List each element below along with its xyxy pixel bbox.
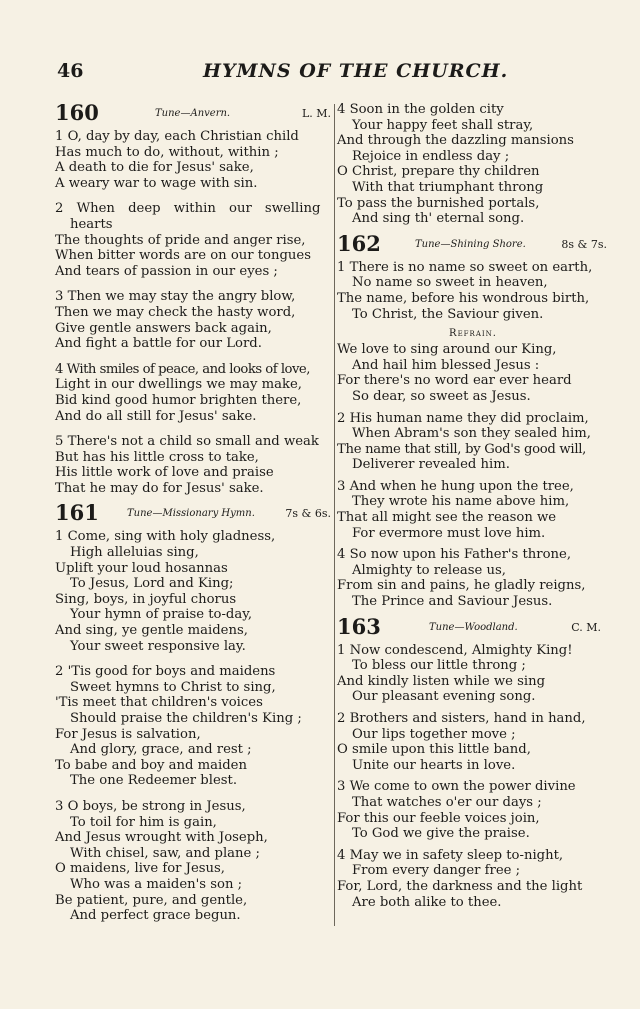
verse-line: 1 There is no name so sweet on earth,	[337, 259, 593, 275]
verse-line: To Christ, the Saviour given.	[352, 306, 544, 322]
hymn-tune: Tune—Missionary Hymn.	[127, 508, 255, 520]
verse-line: Our lips together move ;	[352, 726, 516, 742]
hymn-tune: Tune—Anvern.	[155, 108, 231, 119]
verse-line: Give gentle answers back again,	[55, 320, 272, 336]
verse-line: They wrote his name above him,	[352, 494, 570, 510]
hymn-161-stanza-4	[337, 102, 609, 227]
verse-line: 5 There's not a child so small and weak	[55, 434, 319, 450]
verse-line: And hail him blessed Jesus :	[352, 357, 540, 373]
verse-line: And do all still for Jesus' sake.	[55, 408, 257, 424]
page-number: 46	[57, 60, 84, 82]
column-divider	[334, 104, 335, 926]
verse-line: To God we give the praise.	[352, 826, 530, 842]
verse-line: 3 O boys, be strong in Jesus,	[55, 798, 246, 814]
hymn-number: 161	[55, 500, 99, 526]
verse-line: hearts	[70, 216, 113, 232]
hymn-163-stanza-4	[337, 848, 609, 910]
verse-line: When bitter words are on our tongues	[55, 248, 311, 264]
hymn-162-refrain	[337, 342, 609, 404]
verse-line: But has his little cross to take,	[55, 449, 259, 465]
verse-line: And sing th' eternal song.	[352, 211, 525, 227]
verse-line: 'Tis meet that children's voices	[55, 695, 263, 711]
hymn-160-stanza-2	[55, 201, 333, 279]
verse-line: His little work of love and praise	[55, 465, 274, 481]
verse-line: 1 Now condescend, Almighty King!	[337, 642, 573, 658]
verse-line: O Christ, prepare thy children	[337, 164, 540, 180]
hymn-160-header	[55, 102, 333, 129]
verse-line: Sweet hymns to Christ to sing,	[70, 679, 276, 695]
verse-line: And tears of passion in our eyes ;	[55, 263, 278, 279]
hymn-162-stanza-4	[337, 547, 609, 609]
verse-line: The thoughts of pride and anger rise,	[55, 232, 306, 248]
hymn-160-stanza-3	[55, 289, 333, 351]
verse-line: From sin and pains, he gladly reigns,	[337, 578, 586, 594]
hymn-meter: L. M.	[301, 107, 331, 120]
hymn-160-stanza-4	[55, 362, 333, 424]
verse-line: Has much to do, without, within ;	[55, 144, 279, 160]
verse-line: 4 So now upon his Father's throne,	[337, 547, 572, 563]
hymn-number: 162	[337, 230, 381, 256]
verse-line: Light in our dwellings we may make,	[55, 377, 302, 393]
page-header	[57, 60, 577, 86]
verse-line: 3 Then we may stay the angry blow,	[55, 289, 296, 305]
verse-line: Are both alike to thee.	[352, 894, 502, 910]
hymn-161-header	[55, 502, 333, 529]
hymn-160-stanza-1	[55, 129, 333, 191]
refrain-label: Refrain.	[449, 328, 497, 340]
verse-line: Sing, boys, in joyful chorus	[55, 591, 237, 607]
hymn-162-stanza-3	[337, 479, 609, 541]
hymn-163-stanza-2	[337, 711, 609, 773]
verse-line: Your hymn of praise to-day,	[70, 607, 253, 623]
verse-line: For there's no word ear ever heard	[337, 373, 572, 389]
verse-line: Your sweet responsive lay.	[70, 638, 246, 654]
verse-line: No name so sweet in heaven,	[352, 275, 548, 291]
verse-line: With that triumphant throng	[352, 179, 544, 195]
verse-line: Rejoice in endless day ;	[352, 148, 510, 164]
verse-line: 2 His human name they did proclaim,	[337, 410, 589, 426]
verse-line: 2 'Tis good for boys and maidens	[55, 664, 276, 680]
hymn-meter: C. M.	[571, 620, 601, 634]
verse-line: So dear, so sweet as Jesus.	[352, 388, 531, 404]
verse-line: To Jesus, Lord and King;	[70, 576, 234, 592]
verse-line: 2 When deep within our swelling	[55, 201, 321, 217]
hymn-163-stanza-3	[337, 779, 609, 841]
hymn-162-stanza-1	[337, 260, 609, 322]
verse-line: For Jesus is salvation,	[55, 726, 201, 742]
verse-line: O maidens, live for Jesus,	[55, 861, 225, 877]
verse-line: 3 We come to own the power divine	[337, 779, 576, 795]
verse-line: With chisel, saw, and plane ;	[70, 845, 260, 861]
verse-line: Our pleasant evening song.	[352, 689, 536, 705]
verse-line: That he may do for Jesus' sake.	[55, 480, 264, 496]
left-column	[55, 100, 333, 934]
running-title: HYMNS OF THE CHURCH.	[203, 60, 509, 82]
hymn-160-stanza-5	[55, 434, 333, 496]
hymn-162-header	[337, 230, 609, 260]
verse-line: And glory, grace, and rest ;	[70, 742, 252, 758]
hymn-163-header	[337, 613, 609, 643]
verse-line: 4 May we in safety sleep to-night,	[337, 847, 564, 863]
hymn-161-stanza-3	[55, 799, 333, 924]
verse-line: For, Lord, the darkness and the light	[337, 878, 583, 894]
verse-line: Be patient, pure, and gentle,	[55, 892, 248, 908]
verse-line: Should praise the children's King ;	[70, 711, 302, 726]
verse-line: And kindly listen while we sing	[337, 673, 546, 689]
verse-line: We love to sing around our King,	[337, 342, 557, 358]
verse-line: The Prince and Saviour Jesus.	[352, 594, 553, 610]
verse-line: That watches o'er our days ;	[352, 794, 542, 810]
verse-line: For this our feeble voices join,	[337, 810, 540, 826]
verse-line: To babe and boy and maiden	[55, 757, 247, 773]
verse-line: And sing, ye gentle maidens,	[55, 623, 248, 639]
hymn-tune: Tune—Woodland.	[429, 621, 518, 633]
verse-line: The name that still, by God's good will,	[337, 441, 587, 457]
verse-line: 4 With smiles of peace, and looks of love,	[55, 361, 310, 377]
verse-line: 2 Brothers and sisters, hand in hand,	[337, 711, 586, 726]
verse-line: A weary war to wage with sin.	[55, 175, 258, 191]
hymn-number: 163	[337, 613, 381, 639]
verse-line: And fight a battle for our Lord.	[55, 336, 262, 352]
verse-line: Bid kind good humor brighten there,	[55, 392, 302, 408]
hymn-tune: Tune—Shining Shore.	[415, 238, 526, 250]
verse-line: That all might see the reason we	[337, 510, 557, 526]
verse-line: 1 O, day by day, each Christian child	[55, 129, 299, 144]
verse-line: And perfect grace begun.	[70, 908, 241, 924]
verse-line: The name, before his wondrous birth,	[337, 290, 590, 306]
verse-line: Who was a maiden's son ;	[70, 876, 243, 892]
verse-line: 4 Soon in the golden city	[337, 102, 504, 117]
hymn-meter: 8s & 7s.	[561, 237, 607, 251]
hymn-161-stanza-2	[55, 664, 333, 789]
verse-line: 3 And when he hung upon the tree,	[337, 478, 574, 494]
verse-line: O smile upon this little band,	[337, 742, 531, 758]
verse-line: The one Redeemer blest.	[70, 773, 238, 789]
verse-line: Your happy feet shall stray,	[352, 117, 534, 133]
verse-line: Unite our hearts in love.	[352, 757, 516, 773]
verse-line: From every danger free ;	[352, 863, 521, 879]
verse-line: Deliverer revealed him.	[352, 457, 510, 473]
verse-line: High alleluias sing,	[70, 545, 199, 561]
verse-line: Then we may check the hasty word,	[55, 304, 296, 320]
verse-line: A death to die for Jesus' sake,	[55, 160, 254, 176]
verse-line: And through the dazzling mansions	[337, 133, 574, 149]
hymn-meter: 7s & 6s.	[285, 507, 331, 521]
verse-line: When Abram's son they sealed him,	[352, 426, 591, 442]
verse-line: For evermore must love him.	[352, 525, 546, 541]
verse-line: To toil for him is gain,	[70, 814, 217, 830]
hymn-161-stanza-1	[55, 529, 333, 654]
verse-line: To bless our little throng ;	[352, 658, 526, 674]
verse-line: Uplift your loud hosannas	[55, 560, 228, 576]
verse-line: Almighty to release us,	[352, 562, 506, 578]
hymn-162-stanza-2	[337, 411, 609, 473]
hymn-number: 160	[55, 100, 99, 125]
verse-line: To pass the burnished portals,	[337, 195, 540, 211]
verse-line: 1 Come, sing with holy gladness,	[55, 529, 276, 545]
hymn-163-stanza-1	[337, 643, 609, 705]
right-column	[337, 100, 609, 916]
verse-line: And Jesus wrought with Joseph,	[55, 830, 268, 846]
